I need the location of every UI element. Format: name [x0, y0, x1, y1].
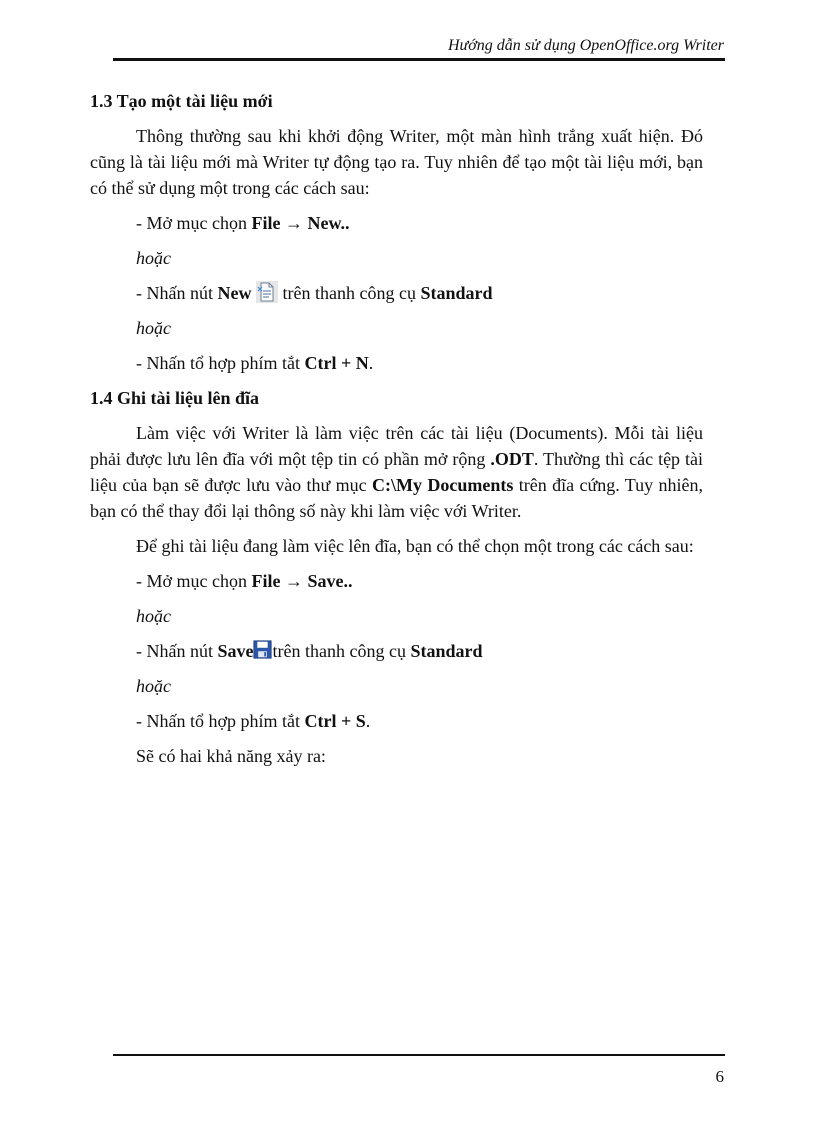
- save-option-shortcut: [90, 708, 703, 734]
- page-number: 6: [715, 1067, 724, 1086]
- section-1-3-intro: Thông thường sau khi khởi động Writer, một màn hình trắng xuất hiện. Đó cũng là tài liệu mới mà Writer tự động tạo ra. Tuy nhiên để tạo một tài liệu mới, bạn có thể sử dụng một trong các cách sau:: [90, 126, 703, 198]
- section-1-4-paragraph-2: Để ghi tài liệu đang làm việc lên đĩa, bạn có thể chọn một trong các cách sau:: [136, 536, 694, 556]
- save-floppy-icon: [253, 640, 272, 659]
- new-option-button: [90, 280, 703, 306]
- p1-text-c: . Thường thì các tệp tài liệu của bạn sẽ được lưu vào thư mục: [90, 449, 703, 495]
- p1-text-e: trên đĩa cứng. Tuy nhiên, bạn có thể thay đổi lại thông số này khi làm việc với Writer.: [90, 475, 704, 521]
- save-option-menu-path: File → Save..: [251, 571, 353, 591]
- p1-extension: .ODT: [490, 449, 534, 469]
- standard-toolbar-label: Standard: [410, 641, 483, 661]
- section-1-3-heading: 1.3 Tạo một tài liệu mới: [90, 91, 273, 111]
- or-separator: hoặc: [136, 606, 171, 626]
- closing-line: Sẽ có hai khả năng xảy ra:: [136, 746, 326, 766]
- or-separator: hoặc: [136, 318, 171, 338]
- new-option-shortcut-prefix: - Nhấn tổ hợp phím tắt: [136, 353, 305, 373]
- header-rule: [113, 58, 725, 61]
- save-shortcut-keys: Ctrl + S: [304, 711, 366, 731]
- new-option-shortcut: [90, 350, 703, 376]
- new-option-menu-path: File → New..: [251, 213, 350, 233]
- save-option-shortcut-suffix: .: [365, 711, 371, 731]
- section-1-4-heading: 1.4 Ghi tài liệu lên đĩa: [90, 388, 260, 408]
- new-option-button-prefix: - Nhấn nút: [136, 283, 218, 303]
- or-separator: hoặc: [136, 248, 171, 268]
- p1-folder-path: C:\My Documents: [372, 475, 514, 495]
- running-header: Hướng dẫn sử dụng OpenOffice.org Writer: [447, 37, 724, 54]
- save-option-menu: [90, 568, 703, 594]
- new-shortcut-keys: Ctrl + N: [304, 353, 369, 373]
- new-button-label: New: [217, 283, 252, 303]
- new-option-shortcut-suffix: .: [368, 353, 374, 373]
- save-option-shortcut-prefix: - Nhấn tổ hợp phím tắt: [136, 711, 305, 731]
- save-option-button: [90, 638, 703, 664]
- new-option-menu: [90, 210, 703, 236]
- or-separator: hoặc: [136, 676, 171, 696]
- save-option-menu-prefix: - Mở mục chọn: [136, 571, 252, 591]
- save-option-button-prefix: - Nhấn nút: [136, 641, 218, 661]
- standard-toolbar-label: Standard: [420, 283, 493, 303]
- footer-rule: [113, 1054, 725, 1056]
- p1-text-a: Làm việc với Writer là làm việc trên các tài liệu (Documents). Mỗi tài liệu phải được lưu lên đĩa với một tệp tin có phần mở rộng: [90, 423, 703, 469]
- page-content: [90, 88, 703, 769]
- section-1-4-paragraph-1: [90, 420, 703, 524]
- new-option-button-mid: trên thanh công cụ: [282, 283, 421, 303]
- new-document-icon: [256, 281, 278, 303]
- save-option-button-mid: trên thanh công cụ: [272, 641, 411, 661]
- new-option-menu-prefix: - Mở mục chọn: [136, 213, 252, 233]
- save-button-label: Save: [217, 641, 254, 661]
